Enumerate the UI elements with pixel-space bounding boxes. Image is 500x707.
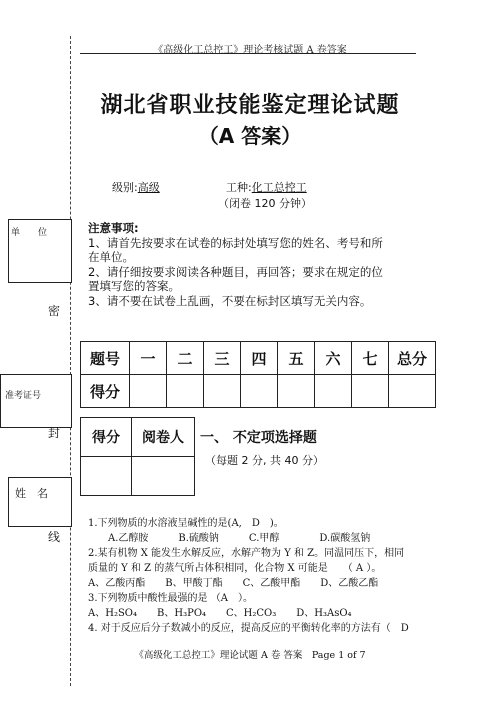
grade-grader-label: 阅卷人 bbox=[132, 418, 195, 457]
score-cell[interactable] bbox=[130, 375, 167, 408]
exam-notes bbox=[88, 221, 408, 308]
score-header-row bbox=[81, 342, 436, 375]
notes-line: 1、请首先按要求在试卷的标封处填写您的姓名、考号和所 bbox=[88, 235, 383, 250]
question-line: 1.下列物质的水溶液呈碱性的是(A, D )。 bbox=[88, 518, 284, 529]
level-field bbox=[112, 179, 174, 195]
score-header-cell: 六 bbox=[315, 342, 352, 375]
exam-title: 湖北省职业技能鉴定理论试题 bbox=[100, 93, 400, 118]
score-cell[interactable] bbox=[315, 375, 352, 408]
ticket-box[interactable] bbox=[0, 374, 72, 428]
question-line: 2.某有机物 X 能发生水解反应，水解产物为 Y 和 Z。同温同压下，相同 bbox=[88, 548, 405, 559]
score-header-cell: 七 bbox=[352, 342, 389, 375]
page-header: 《高级化工总控工》理论考核试题 A 卷答案 bbox=[153, 45, 347, 56]
seal-char-mi: 密 bbox=[48, 304, 61, 318]
section-note: （每题 2 分, 共 40 分） bbox=[205, 454, 324, 467]
question-line: A、H₂SO₄ B、H₃PO₄ C、H₂CO₃ D、H₃AsO₄ bbox=[88, 608, 352, 619]
trade-value: 化工总控工 bbox=[251, 181, 307, 194]
notes-line: 2、请仔细按要求阅读各种题目，再回答；要求在规定的位 bbox=[88, 264, 383, 279]
score-cell[interactable] bbox=[204, 375, 241, 408]
score-header-cell: 四 bbox=[241, 342, 278, 375]
grade-box bbox=[80, 417, 195, 496]
level-value: 高级 bbox=[137, 181, 160, 194]
question-line: 4. 对于反应后分子数减小的反应，提高反应的平衡转化率的方法有（ D bbox=[88, 623, 409, 634]
unit-box[interactable] bbox=[8, 219, 72, 283]
score-header-cell: 二 bbox=[167, 342, 204, 375]
score-cell[interactable] bbox=[278, 375, 315, 408]
seal-char-xian: 线 bbox=[48, 530, 61, 544]
score-value-row bbox=[81, 375, 436, 408]
score-cell[interactable] bbox=[352, 375, 389, 408]
level-label: 级别: bbox=[112, 181, 138, 194]
question-line: 质量的 Y 和 Z 的蒸气所占体积相同，化合物 X 可能是 （ A ）。 bbox=[88, 563, 382, 574]
grade-score-cell[interactable] bbox=[81, 457, 132, 496]
question-line: 3.下列物质中酸性最强的是 （A ）。 bbox=[88, 593, 253, 604]
score-table bbox=[80, 341, 436, 408]
score-header-cell: 一 bbox=[130, 342, 167, 375]
header-rule bbox=[80, 53, 416, 54]
score-cell[interactable] bbox=[389, 375, 436, 408]
grade-grader-cell[interactable] bbox=[132, 457, 195, 496]
notes-line: 置填写您的答案。 bbox=[88, 279, 180, 293]
section-title: 一、 不定项选择题 bbox=[200, 430, 317, 446]
score-cell[interactable] bbox=[241, 375, 278, 408]
notes-heading: 注意事项: bbox=[88, 221, 139, 235]
question-line: A.乙醇胺 B.硫酸钠 C.甲醇 D.碳酸氢钠 bbox=[88, 533, 371, 544]
grade-score-label: 得分 bbox=[81, 418, 132, 457]
binding-line bbox=[70, 36, 71, 686]
name-box[interactable] bbox=[8, 477, 72, 527]
ticket-label: 准考证号 bbox=[5, 391, 42, 401]
score-row-label: 得分 bbox=[81, 375, 130, 408]
score-header-cell: 总分 bbox=[389, 342, 436, 375]
exam-subtitle: （A 答案） bbox=[198, 124, 302, 148]
seal-char-feng: 封 bbox=[48, 426, 61, 440]
exam-duration: （闭卷 120 分钟） bbox=[218, 197, 312, 210]
score-header-cell: 三 bbox=[204, 342, 241, 375]
score-cell[interactable] bbox=[167, 375, 204, 408]
unit-label: 单 位 bbox=[11, 228, 48, 238]
trade-field bbox=[226, 179, 307, 195]
trade-label: 工种: bbox=[226, 181, 252, 194]
notes-line: 在单位。 bbox=[88, 250, 134, 264]
question-line: A、乙酸丙酯 B、甲酸丁酯 C、乙酸甲酯 D、乙酸乙酯 bbox=[88, 578, 379, 589]
score-header-cell: 五 bbox=[278, 342, 315, 375]
score-header-cell: 题号 bbox=[81, 342, 130, 375]
name-label: 姓 名 bbox=[15, 487, 48, 500]
page-footer: 《高级化工总控工》理论试题 A 卷 答案 Page 1 of 7 bbox=[134, 650, 366, 661]
notes-line: 3、请不要在试卷上乱画，不要在标封区填写无关内容。 bbox=[88, 293, 372, 308]
